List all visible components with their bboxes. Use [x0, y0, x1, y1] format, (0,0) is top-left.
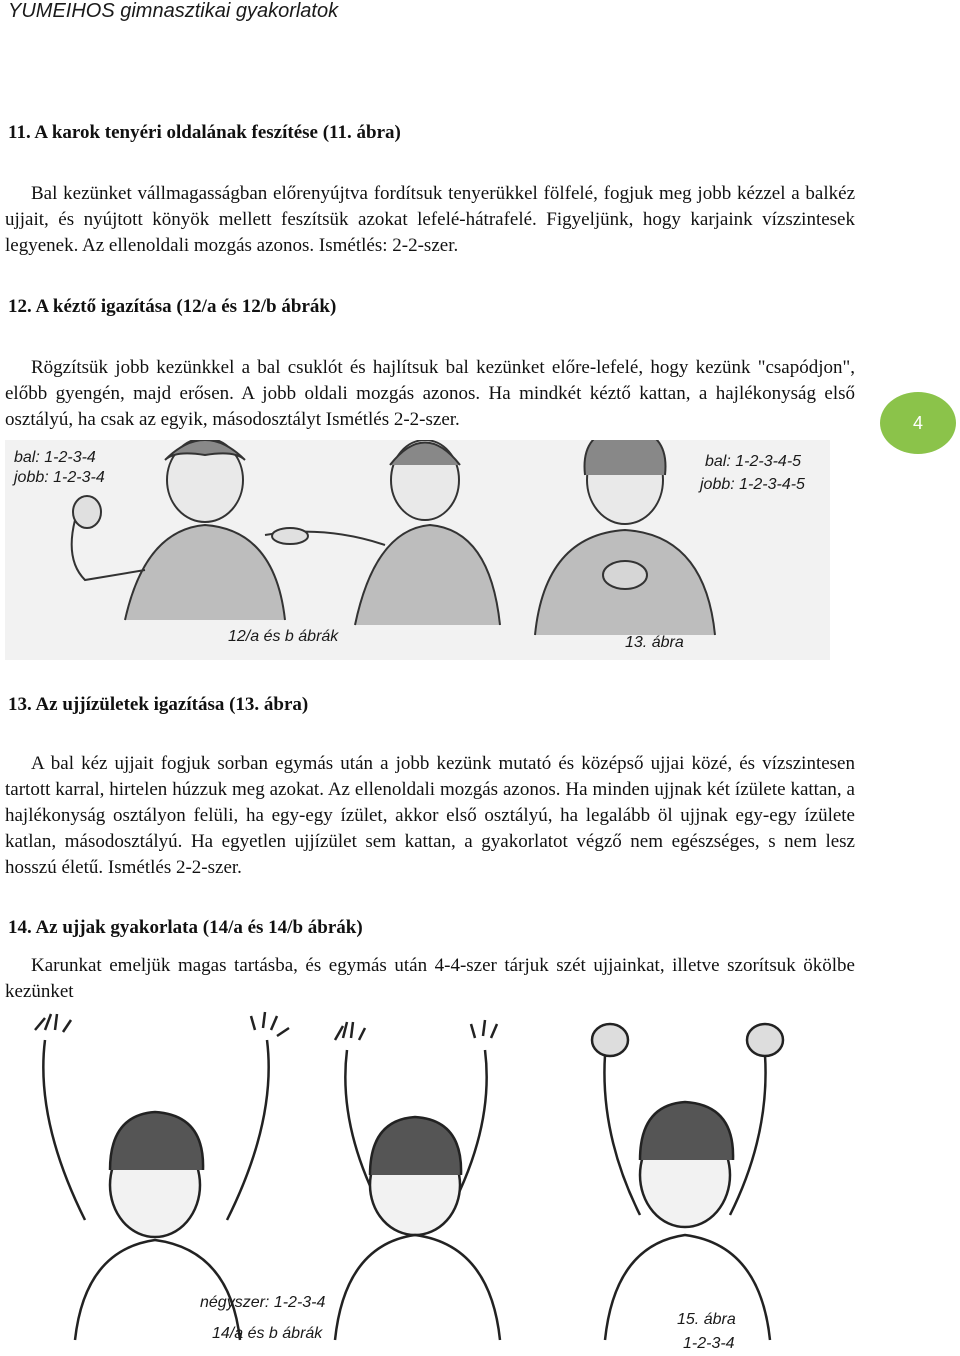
section-12-text: Rögzítsük jobb kezünkkel a bal csuklót és hajlítsuk bal kezünket előre-lefelé, hogy kezünk "csapódjon", előbb gyengén, majd erősen. A jobb oldali mozgás azonos. Ha mindkét kéztő kattan, a hajlékonyság első osztályú, ha csak az egyik, másodosztályt Ismétlés 2-2-szer.	[5, 357, 855, 430]
section-13-heading: 13. Az ujjízületek igazítása (13. ábra)	[8, 694, 309, 715]
section-12-heading: 12. A kéztő igazítása (12/a és 12/b ábrák)	[8, 296, 337, 317]
figure-12-13	[5, 440, 830, 660]
figure-14-count-label: négyszer: 1-2-3-4	[200, 1294, 326, 1311]
document-header: YUMEIHOS gimnasztikai gyakorlatok	[8, 0, 339, 22]
page-number-badge: 4	[880, 392, 956, 454]
figure-14-caption: 14/a és b ábrák	[212, 1325, 323, 1342]
section-14-text: Karunkat emeljük magas tartásba, és egymás után 4-4-szer tárjuk szét ujjainkat, illetve szorítsuk ökölbe kezünket	[5, 955, 855, 1002]
figure-14-15-illustration	[5, 1010, 825, 1350]
figure-15-caption: 15. ábra	[677, 1311, 736, 1328]
figure-12-13-illustration	[5, 440, 830, 660]
section-14-paragraph	[5, 953, 855, 1005]
figure-13-label-bal: bal: 1-2-3-4-5	[705, 453, 802, 470]
section-13-text: A bal kéz ujjait fogjuk sorban egymás után a jobb kezünk mutató és középső ujjai közé, és vízszintesen tartott karral, hirtelen húzzuk meg azokat. Az ellenoldali mozgás azonos. Ha minden ujjnak két ízülete kattan, a hajlékonyság osztályon felüli, ha egy-egy ízület, akkor első osztályú, ha legalább öl ujjnak egy-egy ízülete katlan, másodosztályú. Ha egyetlen ujjízület sem kattan, a gyakorlatot végző nem egészséges, s nem lesz hosszú életű. Ismétlés 2-2-szer.	[5, 753, 855, 878]
figure-12-label-jobb: jobb: 1-2-3-4	[14, 469, 105, 486]
section-11-paragraph	[5, 181, 855, 259]
figure-13-caption: 13. ábra	[625, 634, 684, 651]
figure-15-count-label: 1-2-3-4	[683, 1335, 735, 1352]
section-11-heading: 11. A karok tenyéri oldalának feszítése (11. ábra)	[8, 122, 401, 143]
figure-13-label-jobb: jobb: 1-2-3-4-5	[700, 476, 805, 493]
section-13-paragraph	[5, 751, 855, 881]
section-14-heading: 14. Az ujjak gyakorlata (14/a és 14/b ábrák)	[8, 917, 363, 938]
section-12-paragraph	[5, 355, 855, 433]
figure-12-label-bal: bal: 1-2-3-4	[14, 449, 96, 466]
section-11-text: Bal kezünket vállmagasságban előrenyújtva fordítsuk tenyerükkel fölfelé, fogjuk meg jobb kézzel a balkéz ujjait, és nyújtott könyök mellett feszítsük azokat lefelé-hátrafelé. Figyeljünk, hogy karjaink vízszintesek legyenek. Az ellenoldali mozgás azonos. Ismétlés: 2-2-szer.	[5, 183, 855, 256]
figure-12-caption: 12/a és b ábrák	[228, 628, 339, 645]
figure-14-15	[5, 1010, 825, 1350]
